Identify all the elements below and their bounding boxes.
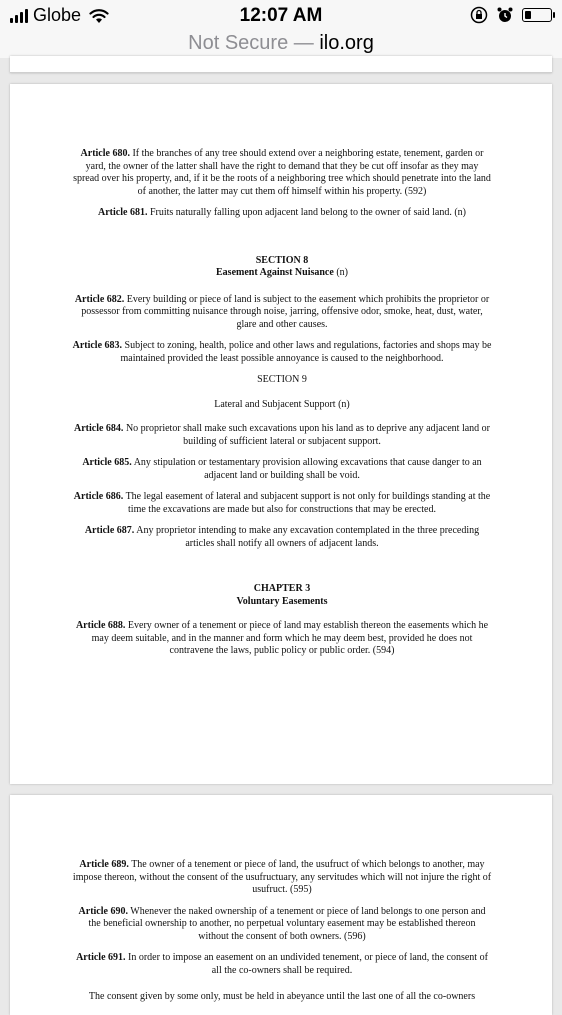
article-691: Article 691. In order to impose an easement on an undivided tenement, or piece of land, the consent of all the co-owners shall be required.: [76, 952, 488, 976]
article-683: Article 683. Subject to zoning, health, police and other laws and regulations, factories and shops may be maintained provided the least possible annoyance is caused to the neighborhood.: [72, 340, 492, 364]
article-689: Article 689. The owner of a tenement or piece of land, the usufruct of which belongs to another, may impose thereon, without the consent of the usufructuary, any servitudes which will not injure the right of usufruct. (595): [72, 859, 492, 895]
battery-level: [525, 11, 531, 19]
page-content-next: [72, 859, 492, 1013]
article-686: Article 686. The legal easement of lateral and subjacent support is not only for buildings standing at the time the excavations are made but also for constructions that may be erected.: [73, 491, 491, 515]
article-687: Article 687. Any proprietor intending to make any excavation contemplated in the three preceding articles shall notify all owners of adjacent lands.: [84, 525, 480, 549]
article-680: Article 680. If the branches of any tree should extend over a neighboring estate, tenement, garden or yard, the owner of the latter shall have the right to demand that they be cut off insofar as they may spread over his property, and, if it be the roots of a neighboring tree which should penetrate into the land of another, the latter may cut them off himself within his property. (592): [73, 148, 491, 197]
article-681: Article 681. Fruits naturally falling upon adjacent land belong to the owner of said land. (n): [98, 207, 466, 218]
orientation-lock-icon: [470, 6, 488, 24]
battery-icon: [522, 8, 552, 22]
section-8-title: SECTION 8: [255, 254, 309, 266]
article-690: Article 690. Whenever the naked ownership of a tenement or piece of land belongs to one person and the beneficial ownership to another, no perpetual voluntary easement may be established thereon without the consent of both owners. (596): [78, 905, 486, 942]
section-9-subtitle: Lateral and Subjacent Support (n): [214, 398, 350, 410]
carrier-name: Globe: [33, 5, 82, 25]
status-bar: [0, 0, 562, 32]
security-label: Not Secure: [188, 32, 289, 54]
article-684: Article 684. No proprietor shall make such excavations upon his land as to deprive any adjacent land or building of sufficient lateral or subjacent support.: [74, 423, 490, 447]
status-right: [470, 6, 552, 24]
pdf-page: [10, 84, 552, 784]
section-9-title: SECTION 9: [257, 374, 307, 385]
article-688: Article 688. Every owner of a tenement or piece of land may establish thereon the easements which he may deem suitable, and in the manner and form which he may deem best, provided he does not contravene the laws, public policy or public order. (594): [75, 620, 489, 656]
chapter-3-title: CHAPTER 3: [253, 583, 311, 594]
alarm-icon: [496, 6, 514, 24]
pdf-page-previous: [10, 56, 552, 73]
chapter-3-subtitle: Voluntary Easements: [236, 595, 328, 607]
status-time: 12:07 AM: [239, 5, 323, 26]
article-682: Article 682. Every building or piece of land is subject to the easement which prohibits the proprietor or possessor from committing nuisance through noise, jarring, offensive odor, smoke, heat, dust, water, glare and other causes.: [74, 293, 490, 330]
cutoff-text: The consent given by some only, must be held in abeyance until the last one of all the co-owners: [88, 991, 476, 1002]
section-8-subtitle: Easement Against Nuisance (n): [216, 267, 348, 278]
url-bar[interactable]: [0, 32, 562, 58]
url-domain: ilo.org: [319, 32, 374, 54]
page-content: [72, 148, 492, 667]
url-separator: —: [293, 32, 314, 54]
article-685: Article 685. Any stipulation or testamentary provision allowing excavations that cause danger to an adjacent land or building shall be void.: [82, 457, 482, 481]
pdf-page-next: [10, 795, 552, 1015]
